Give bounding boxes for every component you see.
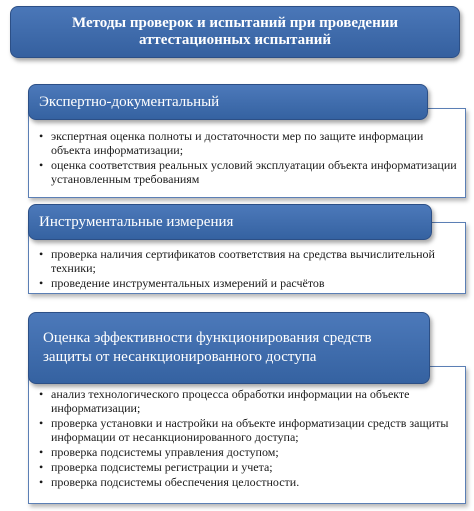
section-instrumental-heading: Инструментальные измерения [28, 204, 432, 240]
section-instrumental-list [39, 247, 457, 291]
list-item: • проверка подсистемы управления доступом; [39, 445, 457, 459]
list-item: • проведение инструментальных измерений и расчётов [39, 276, 457, 290]
list-item: • экспертная оценка полноты и достаточности мер по защите информации объекта информатизации; [39, 129, 457, 157]
section-documentary-panel [28, 108, 466, 198]
list-item: • проверка подсистемы обеспечения целостности. [39, 475, 457, 489]
section-efficiency-heading: Оценка эффективности функционирования средств защиты от несанкционированного доступа [28, 312, 430, 384]
list-item: • проверка наличия сертификатов соответствия на средства вычислительной техники; [39, 247, 457, 275]
section-documentary-heading: Экспертно-документальный [28, 84, 428, 120]
section-efficiency-list [39, 387, 457, 490]
list-item: • проверка подсистемы регистрации и учета; [39, 460, 457, 474]
list-item: • анализ технологического процесса обработки информации на объекте информатизации; [39, 387, 457, 415]
list-item: • проверка установки и настройки на объекте информатизации средств защиты информации от несанкционированного доступа; [39, 416, 457, 444]
diagram-title: Методы проверок и испытаний при проведении аттестационных испытаний [10, 6, 460, 58]
section-efficiency-panel [28, 366, 466, 504]
list-item: • оценка соответствия реальных условий эксплуатации объекта информатизации установленным требованиям [39, 158, 457, 186]
section-documentary-list [39, 129, 457, 187]
